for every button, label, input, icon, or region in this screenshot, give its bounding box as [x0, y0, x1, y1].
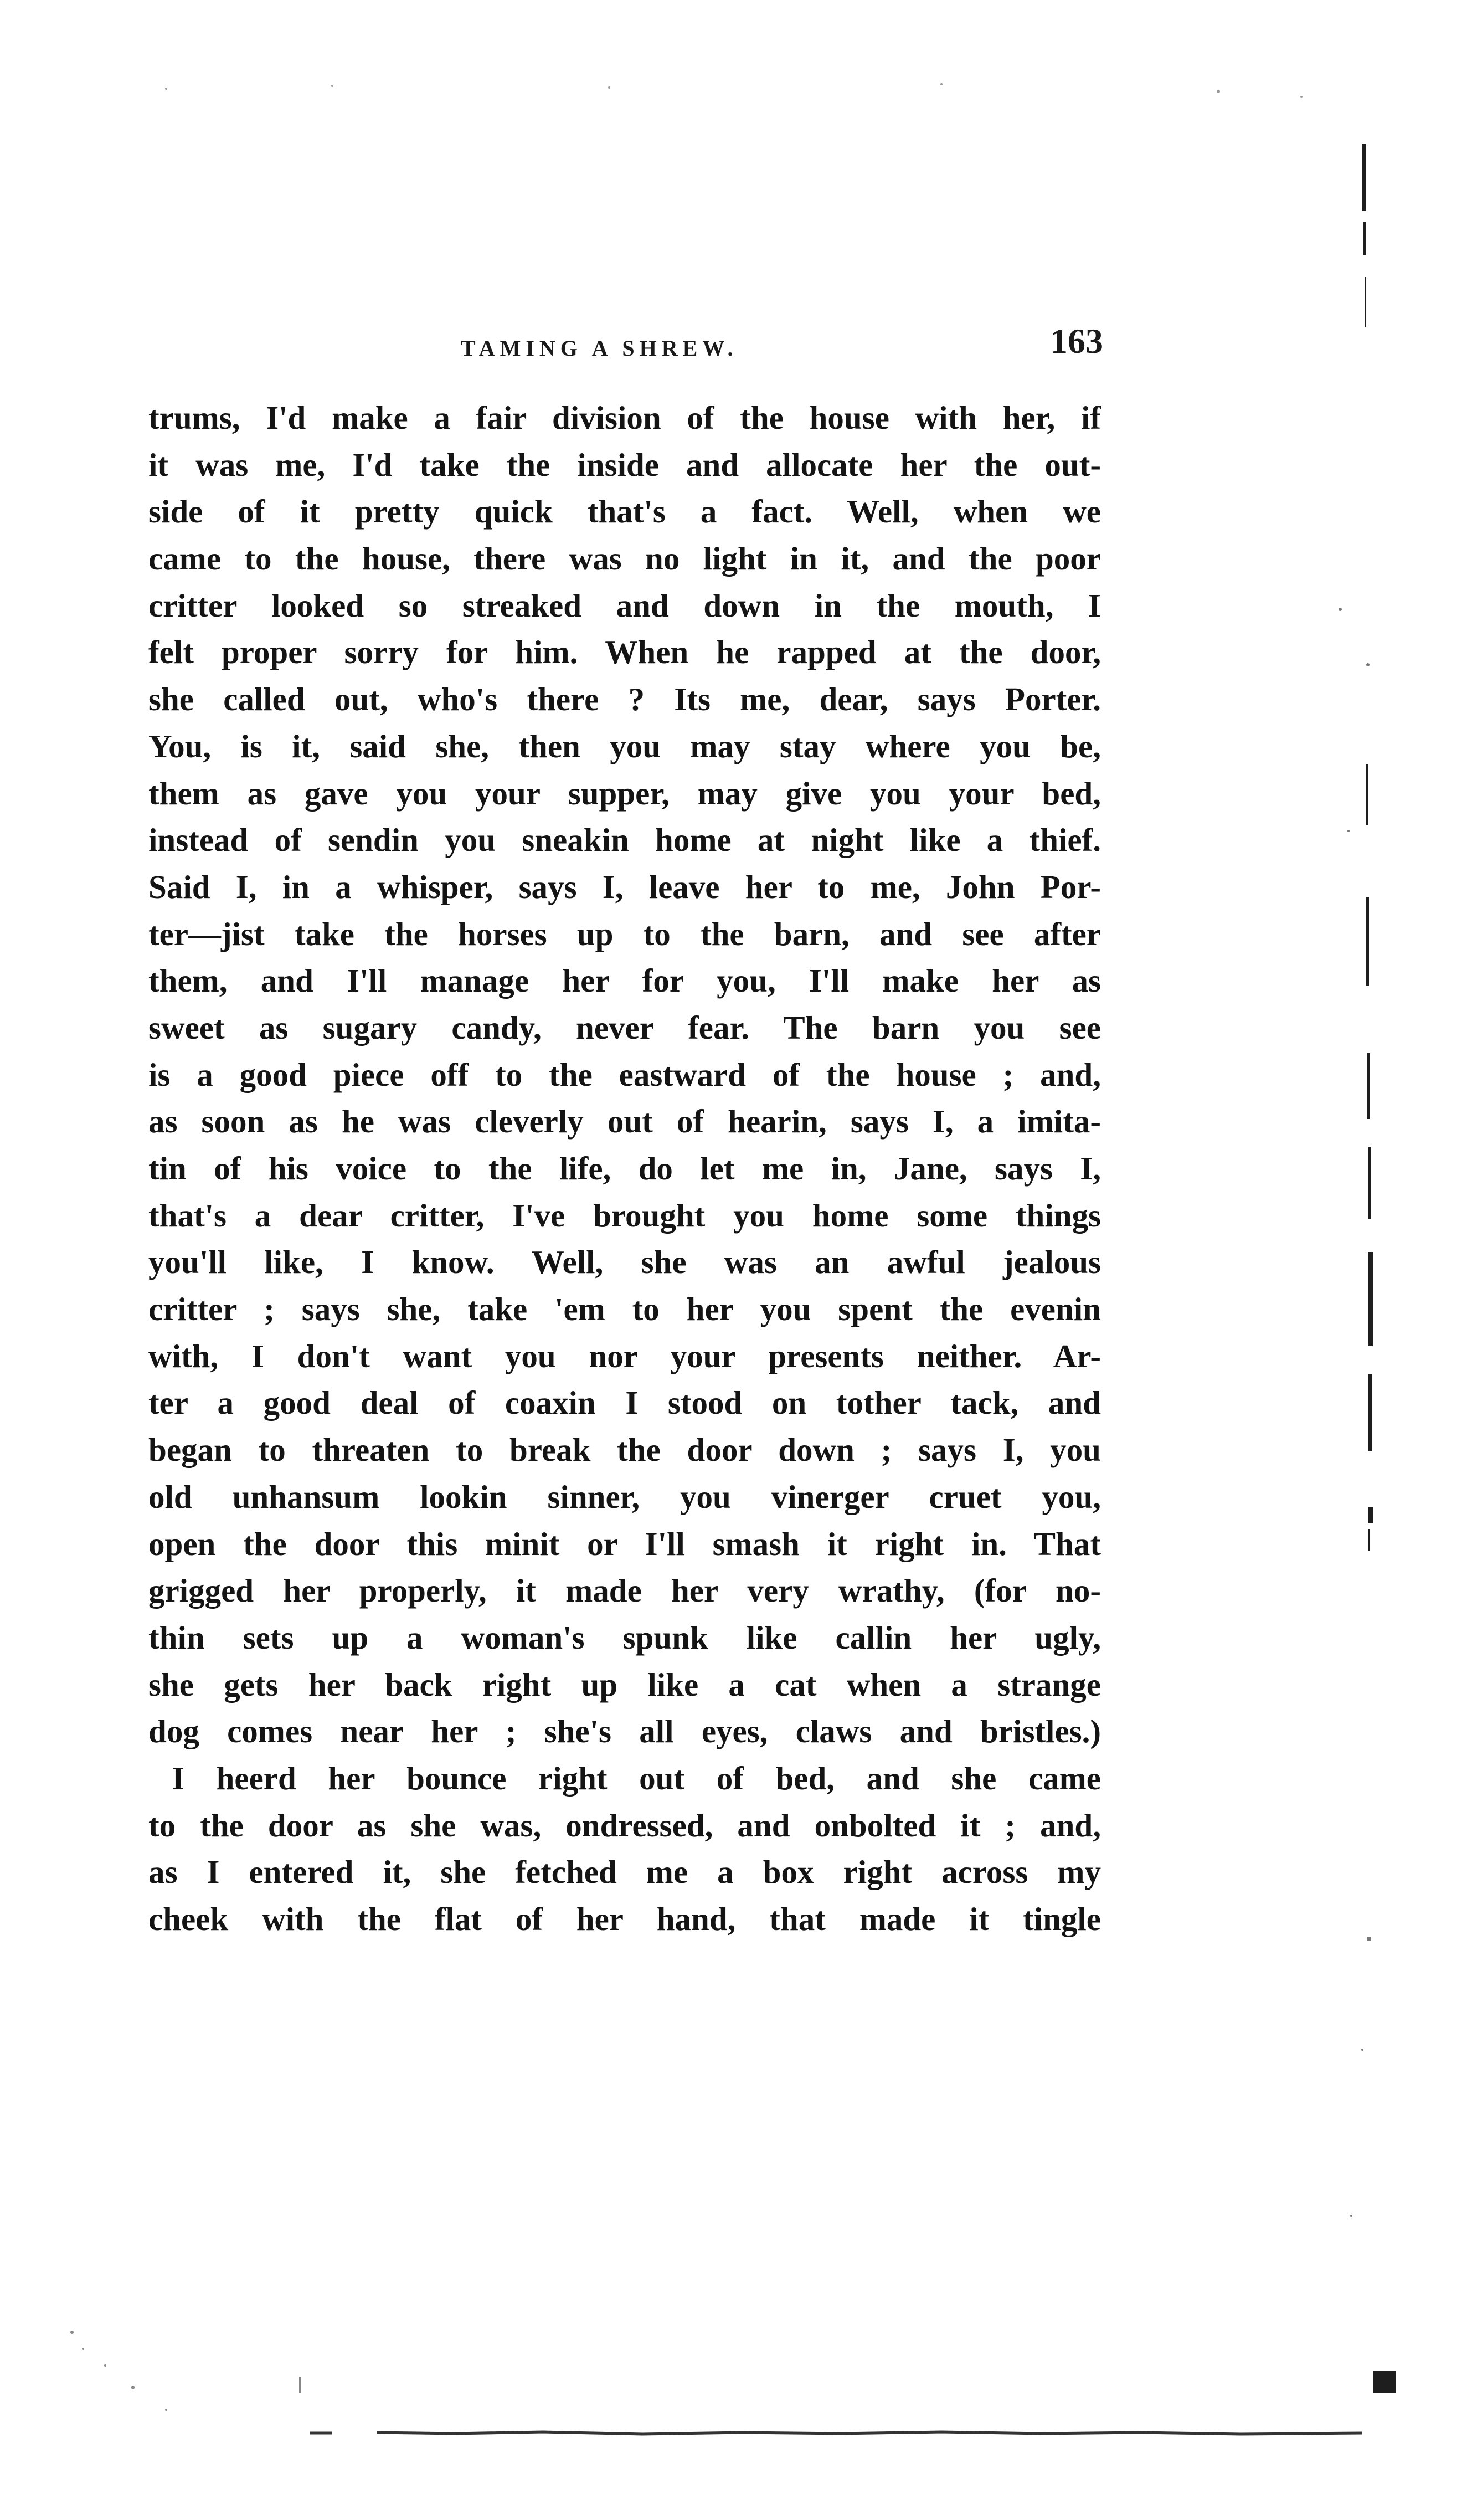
text-line: critter ; says she, take 'em to her you spent the evenin	[148, 1291, 1101, 1328]
text-line: with, I don't want you nor your presents neither. Ar-	[148, 1337, 1101, 1374]
text-line: ter a good deal of coaxin I stood on tother tack, and	[148, 1384, 1101, 1421]
text-line: instead of sendin you sneakin home at night like a thief.	[148, 822, 1101, 859]
page-number: 163	[1050, 321, 1103, 361]
text-line: she gets her back right up like a cat when a strange	[148, 1666, 1101, 1703]
text-line: critter looked so streaked and down in the mouth, I	[148, 587, 1101, 624]
text-line: grigged her properly, it made her very wrathy, (for no-	[148, 1572, 1101, 1609]
running-title: TAMING A SHREW.	[461, 336, 738, 361]
text-line: that's a dear critter, I've brought you home some things	[148, 1197, 1101, 1234]
text-line: trums, I'd make a fair division of the house with her, if	[148, 399, 1101, 436]
text-line: them as gave you your supper, may give you your bed,	[148, 774, 1101, 812]
text-line: open the door this minit or I'll smash it right in. That	[148, 1525, 1101, 1562]
running-head	[145, 319, 1103, 368]
scan-bottom-smudge	[310, 2429, 1362, 2437]
paragraph-start-line: I heerd her bounce right out of bed, and she came	[172, 1759, 1101, 1797]
text-line: Said I, in a whisper, says I, leave her to me, John Por-	[148, 868, 1101, 905]
text-line: old unhansum lookin sinner, you vinerger cruet you,	[148, 1478, 1101, 1515]
text-line: them, and I'll manage her for you, I'll make her as	[148, 962, 1101, 999]
scan-corner-specks	[55, 2299, 332, 2465]
text-line: dog comes near her ; she's all eyes, claws and bristles.)	[148, 1713, 1101, 1750]
text-line: thin sets up a woman's spunk like callin her ugly,	[148, 1619, 1101, 1656]
text-line: you'll like, I know. Well, she was an awful jealous	[148, 1244, 1101, 1281]
body-text	[148, 394, 1101, 1943]
text-line: as soon as he was cleverly out of hearin, says I, a imita-	[148, 1103, 1101, 1140]
text-line: came to the house, there was no light in it, and the poor	[148, 540, 1101, 577]
text-line: sweet as sugary candy, never fear. The barn you see	[148, 1009, 1101, 1046]
text-line: cheek with the flat of her hand, that made it tingle	[148, 1901, 1101, 1937]
text-line: to the door as she was, ondressed, and onbolted it ; and,	[148, 1806, 1101, 1844]
text-line: You, is it, said she, then you may stay where you be,	[148, 727, 1101, 764]
text-line: as I entered it, she fetched me a box right across my	[148, 1854, 1101, 1891]
scan-edge-marks	[1329, 111, 1418, 2437]
text-line: is a good piece off to the eastward of the house ; and,	[148, 1056, 1101, 1093]
text-line: tin of his voice to the life, do let me in, Jane, says I,	[148, 1150, 1101, 1187]
text-line: felt proper sorry for him. When he rapped at the door,	[148, 634, 1101, 671]
text-line: it was me, I'd take the inside and allocate her the out-	[148, 446, 1101, 483]
text-line: began to threaten to break the door down ; says I, you	[148, 1431, 1101, 1469]
text-line: she called out, who's there ? Its me, dear, says Porter.	[148, 681, 1101, 718]
text-line: side of it pretty quick that's a fact. Well, when we	[148, 493, 1101, 530]
text-line: ter—jist take the horses up to the barn, and see after	[148, 915, 1101, 952]
scan-top-specks	[0, 78, 1467, 122]
